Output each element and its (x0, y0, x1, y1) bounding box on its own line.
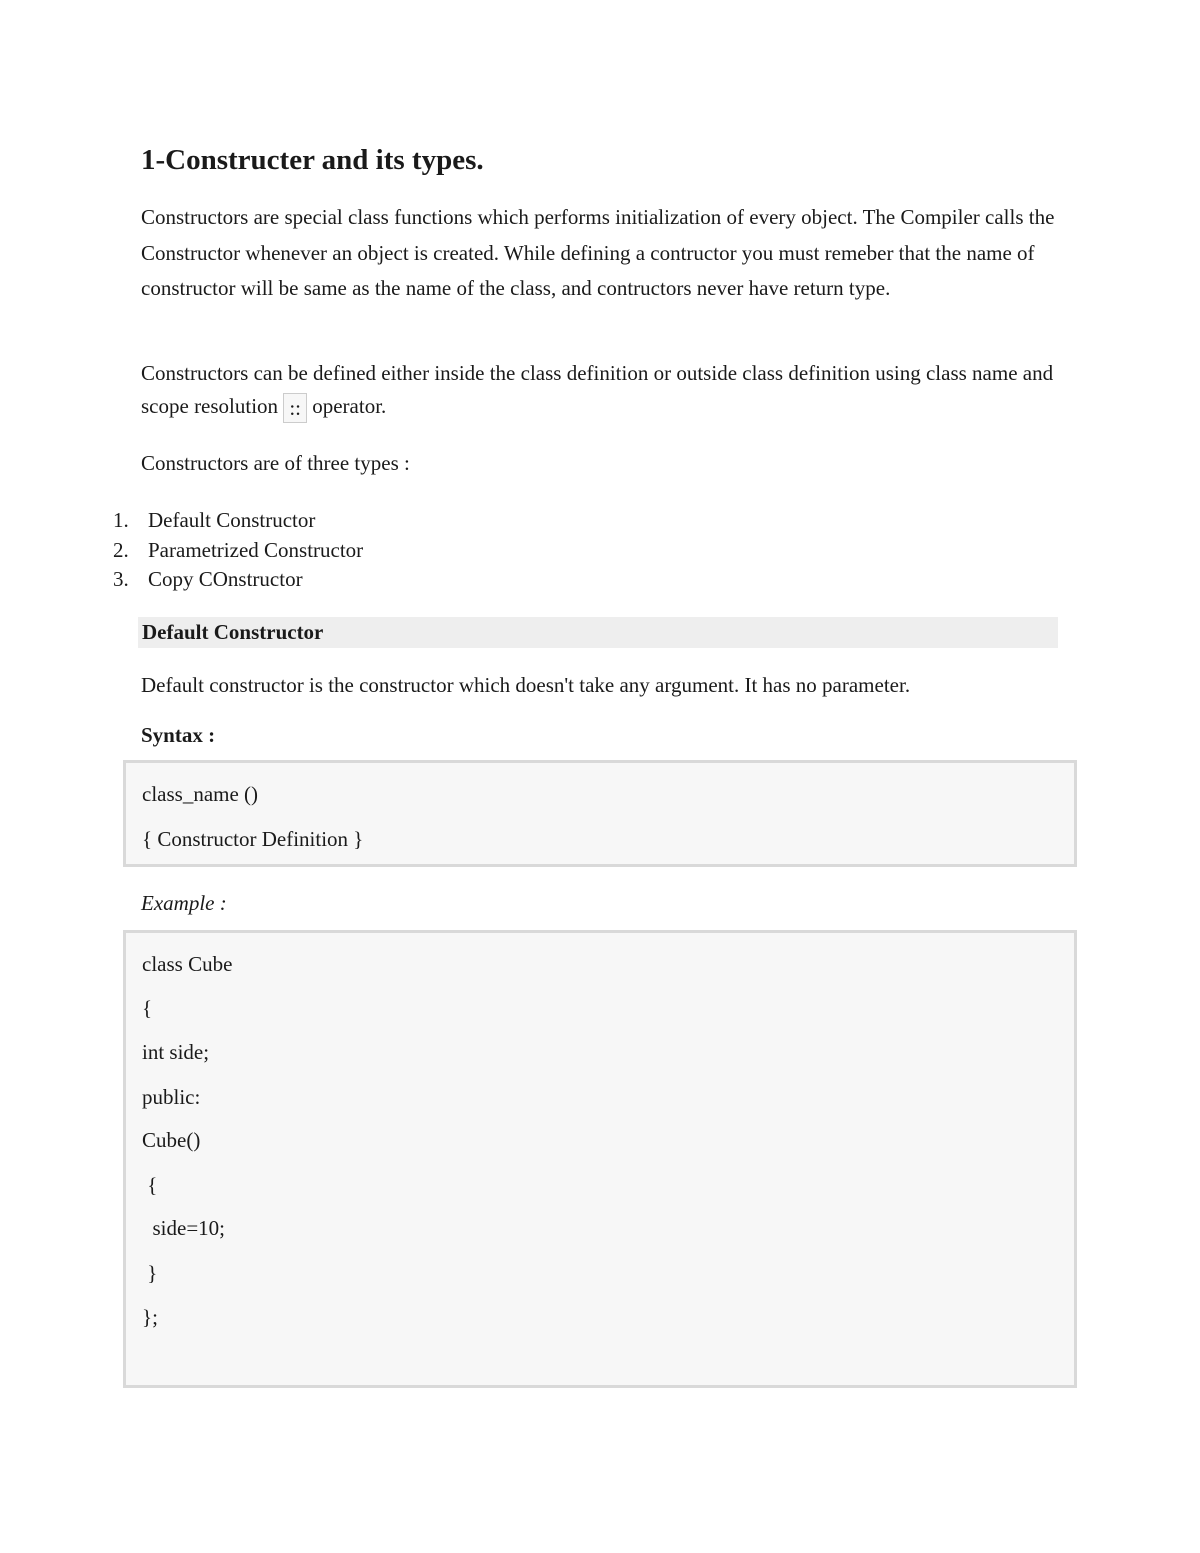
syntax-code-block (123, 760, 1077, 867)
types-intro: Constructors are of three types : (141, 451, 410, 475)
list-item-number: 1. (113, 508, 129, 532)
section-heading: Default Constructor (138, 617, 1058, 648)
code-line: }; (142, 1305, 158, 1329)
code-line: public: (142, 1085, 201, 1109)
example-code-block (123, 930, 1077, 1388)
list-item-label: Default Constructor (148, 508, 316, 532)
code-line: int side; (142, 1040, 210, 1064)
scope-resolution-operator: :: (283, 393, 307, 423)
list-item (0, 506, 363, 536)
definition-text-before: Constructors can be defined either inside the class definition or outside class definition using class name and scope resolution (141, 361, 1054, 418)
section-description: Default constructor is the constructor which doesn't take any argument. It has no parameter. (141, 673, 911, 697)
code-line: { (142, 996, 153, 1020)
code-line: { (142, 1173, 158, 1197)
code-line: Cube() (142, 1128, 201, 1152)
list-item-label: Copy COnstructor (148, 567, 303, 591)
intro-paragraph: Constructors are special class functions which performs initialization of every object. The Compiler calls the Constructor whenever an object is created. While defining a contructor you must remeber that the name of constructor will be same as the name of the class, and contructors never have return type. (141, 205, 1055, 300)
definition-text-after: operator. (306, 394, 387, 418)
list-item-label: Parametrized Constructor (148, 537, 364, 562)
page-title: 1-Constructer and its types. (141, 144, 484, 176)
constructor-types-list (0, 506, 363, 595)
list-item-number: 2. (113, 537, 129, 562)
definition-paragraph (141, 357, 1056, 423)
list-item (0, 565, 363, 595)
code-line: class_name () (142, 782, 259, 806)
code-line: { Constructor Definition } (142, 827, 364, 851)
list-item-number: 3. (113, 567, 129, 591)
example-label: Example : (141, 891, 227, 915)
code-line: class Cube (142, 952, 233, 976)
code-line: side=10; (142, 1216, 226, 1240)
code-line: } (142, 1261, 158, 1285)
list-item (0, 536, 363, 566)
syntax-label: Syntax : (141, 723, 216, 747)
